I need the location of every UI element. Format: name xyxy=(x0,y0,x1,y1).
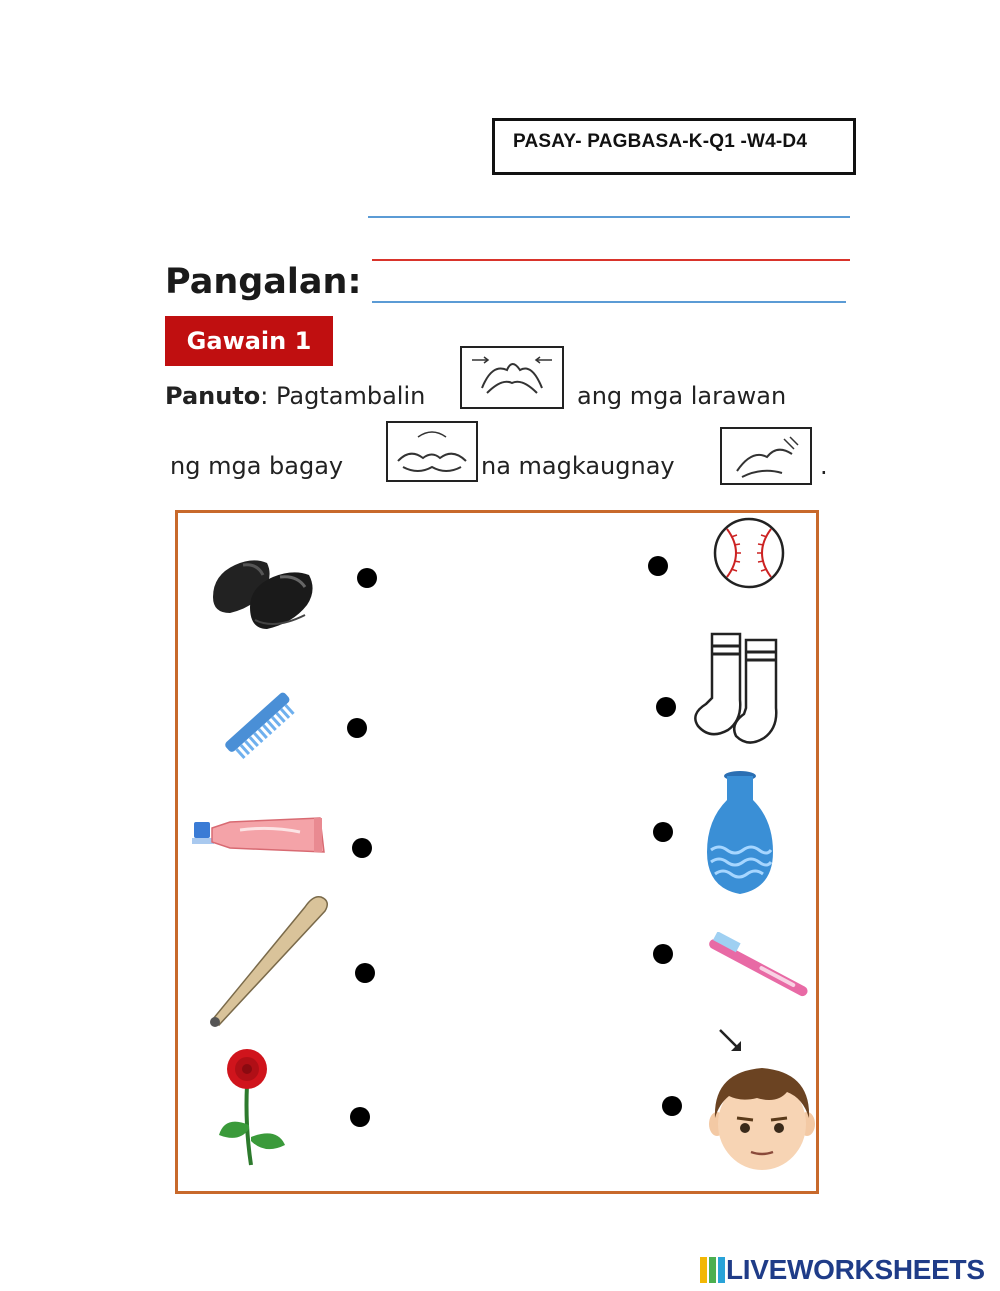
comb-icon xyxy=(213,678,303,772)
pointer-arrow-icon xyxy=(717,1027,747,1061)
brand-name: LIVEWORKSHEETS xyxy=(726,1254,985,1285)
liveworksheets-logo-icon xyxy=(700,1257,726,1283)
name-input-line[interactable] xyxy=(372,301,846,303)
worksheet-code: PASAY- PAGBASA-K-Q1 -W4-D4 xyxy=(513,131,808,152)
right-dot-2[interactable] xyxy=(656,697,676,717)
instruction-label: Panuto xyxy=(165,382,261,410)
baseball-bat-icon xyxy=(205,893,335,1032)
sign-object-icon xyxy=(386,421,478,482)
left-dot-2[interactable] xyxy=(347,718,367,738)
instruction-period: . xyxy=(820,452,828,480)
toothbrush-icon xyxy=(697,932,815,1016)
rose-icon xyxy=(215,1045,290,1174)
left-dot-5[interactable] xyxy=(350,1107,370,1127)
right-dot-5[interactable] xyxy=(662,1096,682,1116)
name-label: Pangalan: xyxy=(165,262,362,302)
writing-line-middle xyxy=(372,259,850,261)
instruction-line-1: Panuto: Pagtambalin xyxy=(165,382,426,410)
boy-head-icon xyxy=(707,1062,817,1178)
writing-line-top xyxy=(368,216,850,218)
left-dot-4[interactable] xyxy=(355,963,375,983)
activity-title: Gawain 1 xyxy=(165,316,333,366)
worksheet-code-box xyxy=(492,118,856,175)
vase-icon xyxy=(705,770,775,902)
right-dot-1[interactable] xyxy=(648,556,668,576)
left-dot-3[interactable] xyxy=(352,838,372,858)
right-dot-4[interactable] xyxy=(653,944,673,964)
instruction-text-2: ang mga larawan xyxy=(577,382,787,410)
liveworksheets-logo[interactable] xyxy=(700,1255,985,1285)
shoes-icon xyxy=(205,535,345,639)
toothpaste-icon xyxy=(190,808,330,872)
right-dot-3[interactable] xyxy=(653,822,673,842)
sign-related-icon xyxy=(720,427,812,485)
left-dot-1[interactable] xyxy=(357,568,377,588)
socks-icon xyxy=(688,628,798,757)
instruction-text-3: ng mga bagay xyxy=(170,452,344,480)
instruction-text-4: na magkaugnay xyxy=(481,452,675,480)
instruction-text-1: Pagtambalin xyxy=(276,382,426,410)
baseball-icon xyxy=(711,515,787,595)
sign-match-icon xyxy=(460,346,564,409)
